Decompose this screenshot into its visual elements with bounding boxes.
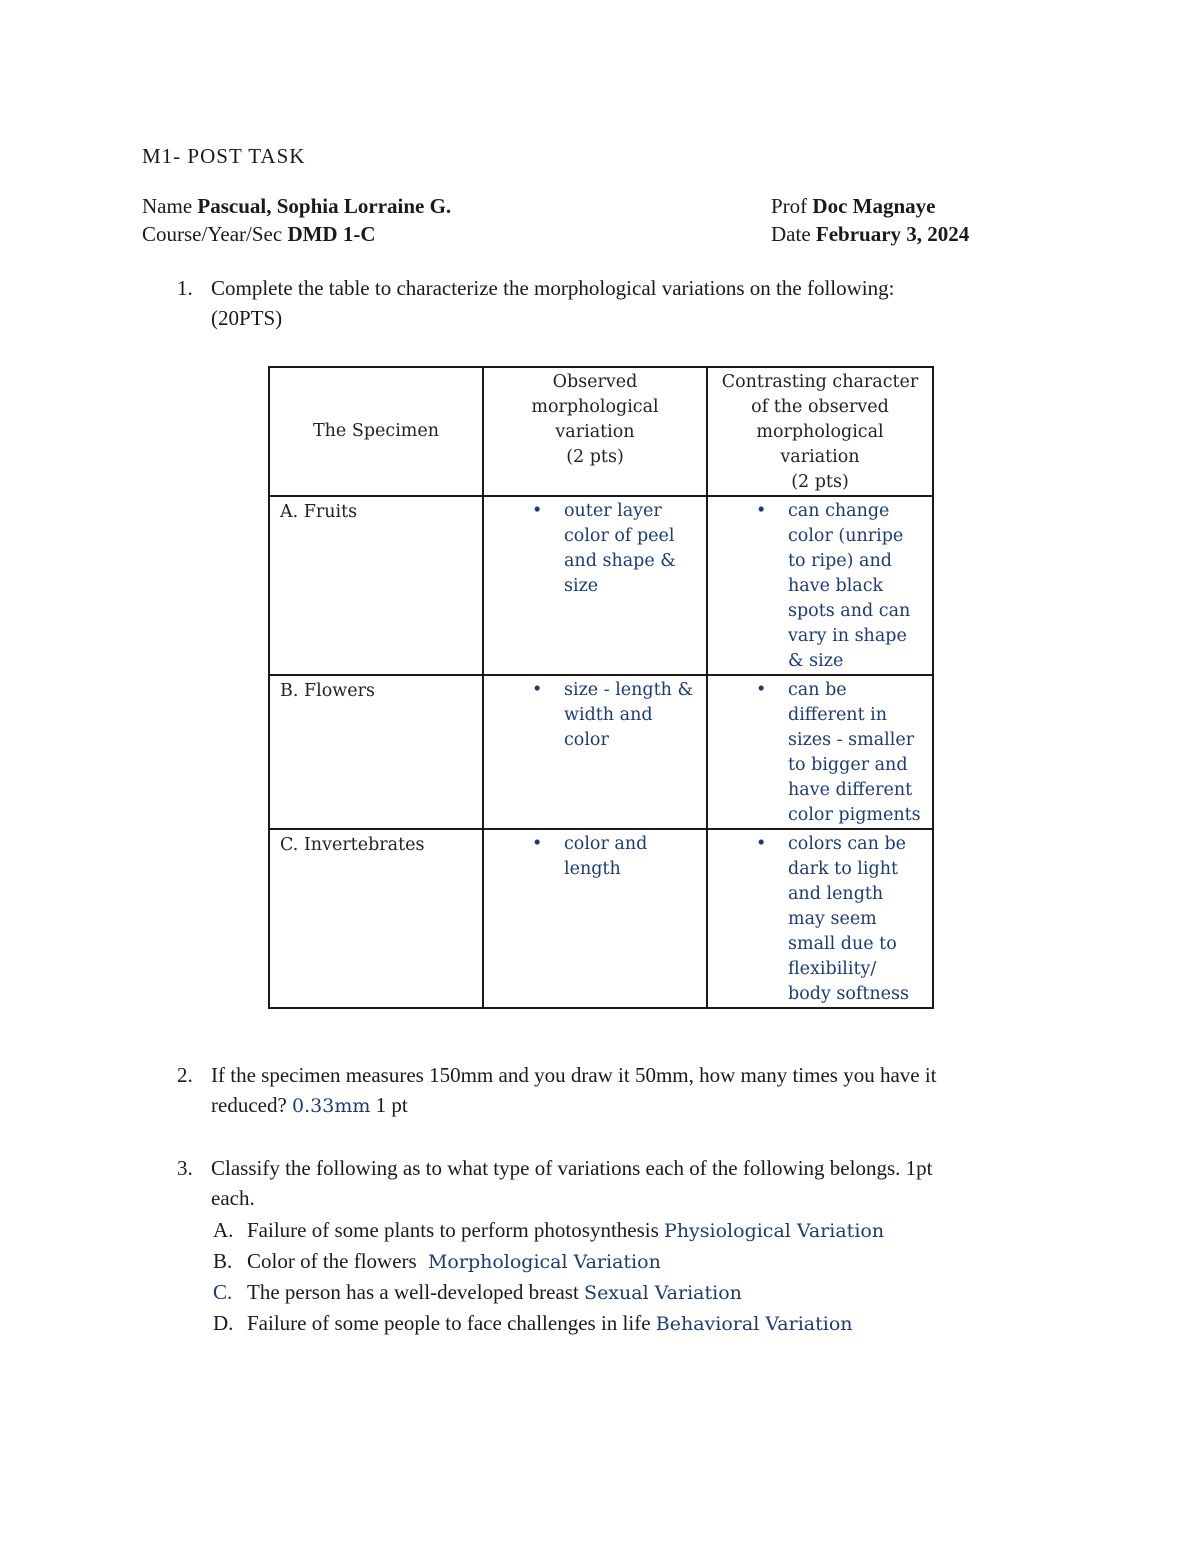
student-name-line bbox=[142, 194, 451, 219]
observed-list bbox=[484, 676, 706, 753]
list-item bbox=[484, 830, 706, 882]
header-observed-line: morphological bbox=[531, 397, 659, 417]
cell-line: outer layer bbox=[564, 501, 662, 521]
header-observed-line: (2 pts) bbox=[566, 447, 624, 467]
q2-answer: 0.33mm bbox=[292, 1095, 371, 1117]
q3-item bbox=[247, 1249, 661, 1274]
q1-text-line2: (20PTS) bbox=[211, 306, 283, 330]
name-label: Name bbox=[142, 194, 193, 218]
professor-line bbox=[771, 194, 935, 219]
q3-item bbox=[247, 1311, 853, 1336]
header-contrasting-line: Contrasting character bbox=[721, 372, 919, 392]
bullet-icon: • bbox=[756, 680, 767, 700]
name-value: Pascual, Sophia Lorraine G. bbox=[197, 194, 452, 218]
header-observed-line: variation bbox=[555, 422, 635, 442]
q3-item bbox=[247, 1218, 884, 1243]
cell-line: and shape & bbox=[564, 551, 676, 571]
cell-line: may seem bbox=[788, 909, 877, 929]
contrasting-cell bbox=[707, 829, 933, 1008]
q2-points: 1 pt bbox=[375, 1093, 408, 1117]
list-item bbox=[708, 676, 932, 828]
q3-item bbox=[247, 1280, 742, 1305]
cell-line: dark to light bbox=[788, 859, 898, 879]
cell-line: colors can be bbox=[788, 834, 907, 854]
header-specimen-label: The Specimen bbox=[312, 421, 440, 441]
contrasting-cell bbox=[707, 496, 933, 675]
table-row bbox=[269, 675, 933, 829]
list-item bbox=[708, 830, 932, 1007]
date-value: February 3, 2024 bbox=[815, 222, 970, 246]
morphology-table-container bbox=[268, 366, 932, 1004]
course-value: DMD 1-C bbox=[287, 222, 376, 246]
header-contrasting-lines bbox=[708, 368, 932, 495]
header-observed-lines bbox=[484, 368, 706, 470]
q3-item-answer: Sexual Variation bbox=[584, 1282, 742, 1304]
specimen-cell: B. Flowers bbox=[269, 675, 483, 829]
observed-list bbox=[484, 497, 706, 599]
cell-line: size bbox=[564, 576, 599, 596]
q3-item-letter: D. bbox=[213, 1311, 234, 1335]
header-specimen bbox=[269, 367, 483, 496]
header-contrasting-line: variation bbox=[780, 447, 860, 467]
morphology-table bbox=[268, 366, 934, 1009]
cell-line: & size bbox=[788, 651, 844, 671]
specimen-cell: C. Invertebrates bbox=[269, 829, 483, 1008]
cell-line: flexibility/ bbox=[788, 959, 877, 979]
list-item bbox=[484, 676, 706, 753]
cell-line: color bbox=[564, 730, 609, 750]
q1-number: 1. bbox=[177, 276, 193, 300]
observed-cell bbox=[483, 496, 707, 675]
date-line bbox=[771, 222, 969, 247]
cell-line: can change bbox=[788, 501, 890, 521]
document-title: M1- POST TASK bbox=[142, 144, 306, 168]
header-contrasting-line: (2 pts) bbox=[791, 472, 849, 492]
course-label: Course/Year/Sec bbox=[142, 222, 283, 246]
cell-line: different in bbox=[788, 705, 888, 725]
q1-text-line1: Complete the table to characterize the morphological variations on the following: bbox=[211, 276, 895, 300]
q3-item-answer: Morphological Variation bbox=[427, 1251, 661, 1273]
bullet-icon: • bbox=[756, 501, 767, 521]
specimen-cell: A. Fruits bbox=[269, 496, 483, 675]
q3-item-text: Failure of some plants to perform photosynthesis bbox=[247, 1218, 659, 1242]
bullet-icon: • bbox=[532, 680, 543, 700]
observed-cell bbox=[483, 675, 707, 829]
table-header-row bbox=[269, 367, 933, 496]
observed-list bbox=[484, 830, 706, 882]
prof-value: Doc Magnaye bbox=[812, 194, 936, 218]
list-item bbox=[708, 497, 932, 674]
header-observed bbox=[483, 367, 707, 496]
cell-line: have different bbox=[788, 780, 913, 800]
q3-item-letter: B. bbox=[213, 1249, 233, 1273]
table-row bbox=[269, 496, 933, 675]
cell-line: size - length & bbox=[564, 680, 694, 700]
cell-line: can be bbox=[788, 680, 847, 700]
q3-item-answer: Behavioral Variation bbox=[655, 1313, 853, 1335]
q2-prefix: reduced? bbox=[211, 1093, 287, 1117]
header-contrasting-line: morphological bbox=[756, 422, 884, 442]
list-item bbox=[484, 497, 706, 599]
q2-number: 2. bbox=[177, 1063, 193, 1087]
bullet-icon: • bbox=[532, 501, 543, 521]
q3-number: 3. bbox=[177, 1156, 193, 1180]
cell-line: color and bbox=[564, 834, 648, 854]
header-contrasting-line: of the observed bbox=[751, 397, 889, 417]
q3-text-line2: each. bbox=[211, 1186, 255, 1210]
q3-item-letter: C. bbox=[213, 1280, 233, 1304]
table-row bbox=[269, 829, 933, 1008]
cell-line: color of peel bbox=[564, 526, 675, 546]
cell-line: body softness bbox=[788, 984, 910, 1004]
course-line bbox=[142, 222, 376, 247]
cell-line: small due to bbox=[788, 934, 897, 954]
cell-line: color pigments bbox=[788, 805, 921, 825]
cell-line: color (unripe bbox=[788, 526, 904, 546]
contrasting-list bbox=[708, 830, 932, 1007]
cell-line: and length bbox=[788, 884, 884, 904]
q3-text-line1: Classify the following as to what type of variations each of the following belongs. 1pt bbox=[211, 1156, 933, 1180]
contrasting-list bbox=[708, 497, 932, 674]
header-observed-line: Observed bbox=[552, 372, 638, 392]
cell-line: to bigger and bbox=[788, 755, 908, 775]
q3-item-text: The person has a well-developed breast bbox=[247, 1280, 579, 1304]
cell-line: width and bbox=[564, 705, 653, 725]
cell-line: vary in shape bbox=[788, 626, 907, 646]
contrasting-cell bbox=[707, 675, 933, 829]
cell-line: have black bbox=[788, 576, 884, 596]
bullet-icon: • bbox=[756, 834, 767, 854]
q3-item-answer: Physiological Variation bbox=[664, 1220, 885, 1242]
q2-text-line2 bbox=[211, 1093, 408, 1118]
q3-item-text: Failure of some people to face challenges in life bbox=[247, 1311, 651, 1335]
cell-line: spots and can bbox=[788, 601, 911, 621]
observed-cell bbox=[483, 829, 707, 1008]
date-label: Date bbox=[771, 222, 811, 246]
bullet-icon: • bbox=[532, 834, 543, 854]
prof-label: Prof bbox=[771, 194, 808, 218]
header-contrasting bbox=[707, 367, 933, 496]
cell-line: length bbox=[564, 859, 621, 879]
cell-line: sizes - smaller bbox=[788, 730, 915, 750]
q3-item-text: Color of the flowers bbox=[247, 1249, 417, 1273]
cell-line: to ripe) and bbox=[788, 551, 892, 571]
q2-text-line1: If the specimen measures 150mm and you draw it 50mm, how many times you have it bbox=[211, 1063, 937, 1087]
contrasting-list bbox=[708, 676, 932, 828]
q3-item-letter: A. bbox=[213, 1218, 234, 1242]
